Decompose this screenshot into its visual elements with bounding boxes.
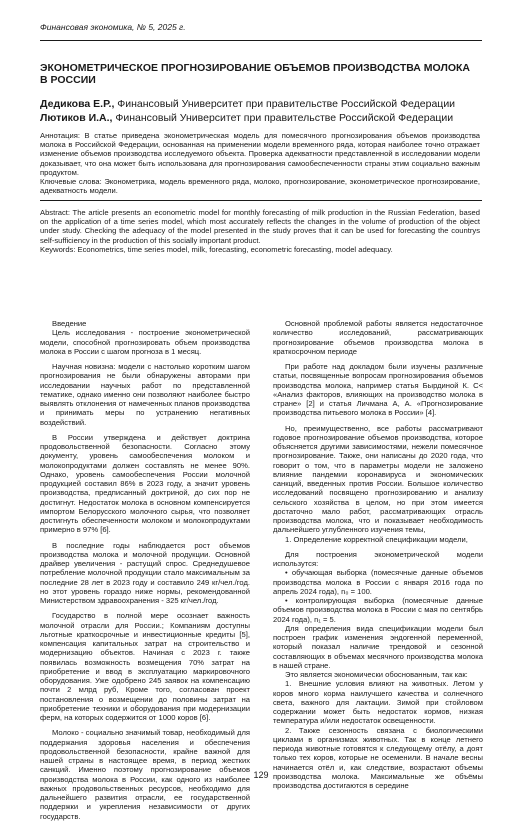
body-paragraph: При работе над докладом были изучены различные статьи, посвященные вопросам прогнозирования объемов производства молока, например статья Бырдиной К. С< «Анализ факторов, влияющих на производство молока в стране» [2] и статья Личмана А, А. «Прогнозирование производства питьевого молока в России» [4]. xyxy=(273,362,483,418)
body-paragraph: Для построения эконометрической модели использутся: xyxy=(273,549,483,568)
article-title: ЭКОНОМЕТРИЧЕСКОЕ ПРОГНОЗИРОВАНИЕ ОБЪЕМОВ ПРОИЗВОДСТВА МОЛОКА В РОССИИ xyxy=(40,62,470,86)
header-rule xyxy=(40,40,482,41)
body-paragraph: В последние годы наблюдается рост объемов производства молока и молочной продукции. Основной драйвер увеличения - растущий спрос. Среднедушевое потребление молочной продукции стало максимальным за последние 28 лет в 2023 году и составило 249 кг/чел./год. но этот уровень гораздо ниже нормы, рекомендованной Министерством здравоохранения - 325 кг/чел./год. xyxy=(40,540,250,605)
body-paragraph: Научная новизна: модели с настолько коротким шагом прогнозирования не были обнаружены авторами при исследовании научных работ по представленной тематике, однако именно они позволяют наиболее быстро выявлять отклонения от намеченных планов производства и принимать меры по устранению негативных воздействий. xyxy=(40,362,250,427)
body-paragraph: 1. Определение корректной спецификации модели, xyxy=(285,534,468,544)
page-number: 129 xyxy=(253,770,269,780)
author-affiliation: Финансовый Университет при правительстве Российской Федерации xyxy=(112,112,454,124)
body-paragraph: Государство в полной мере осознает важность молочной отрасли для России.; Компаниям доступны льготные краткосрочные и инвестиционные кредиты [5], компенсация капитальных затрат на строительство и модернизацию объектов. Начиная с 2023 г. также появилась возможность возмещения 70% затрат на приобретение и ввод в эксплуатацию маркировочного оборудования. Уже одобрено 245 заявок на компенсацию почти 2 млрд руб, Кроме того, согласован проект постановления о возмещении до половины затрат на приобретение техники и оборудования при модернизации ферм, на которых содержится от 1000 коров [6]. xyxy=(40,611,250,722)
body-paragraph: В России утверждена и действует доктрина продовольственной безопасности. Согласно этому документу, уровень самообеспечения молоком и молокопродуктами должен составлять не менее 90%. Однако, уровень самообеспечения России молочной продукцией составил 86% в 2023 году, а значит уровень производства, предписанный доктриной, до сих пор не достигнут. Недостаток молока в основном компенсируется импортом Белорусского молочного сырья, что позволяет достигнуть обеспеченности молоком и молокопродуктами примерно в 97% [6]. xyxy=(40,432,250,535)
body-paragraph: Для определения вида спецификации модели был построен график изменения эндогенной переменной, который показал наличие трендовой и сезонной составляющих в объемах месячного производства молока в нашей стране. xyxy=(273,623,483,670)
body-paragraph: Введение xyxy=(52,319,87,328)
body-column-left xyxy=(40,319,250,821)
body-paragraph: Но, преимущественно, все работы рассматривают годовое прогнозирование объемов производства, которое объясняется другими зависимостями, нежели помесячное прогнозирование. Также, они написаны до 2020 года, что говорит о том, что в параметры модели не заложено влияние пандемии коронавируса и экономических санкций, введенных против России. Большое количество исследований посвящено прогнозированию и анализу сельского хозяйства в целом, но при этом имеется достаточно мало работ, рассматривающих отрасль производства молока, что и показывает необходимость дальнейшего углубленного изучения темы, xyxy=(273,423,483,535)
abstract-en: Abstract: The article presents an econometric model for monthly forecasting of milk production in the Russian Federation, based on the application of a time series model, which most accurately reflects the changes in the volume of production of the object under study. Checking the adequacy of the model presented in the study proves that it can be used for forecasting the countrys self-sufficiency in the production of this socially important product. xyxy=(40,208,480,245)
keywords-ru: Ключевые слова: Эконометрика, модель временного ряда, молоко, прогнозирование, эконометрическое прогнозирование, адекватность модели. xyxy=(40,177,480,196)
body-paragraph: Это является экономически обоснованным, так как: xyxy=(285,670,468,679)
body-paragraph: Цель исследования - построение эконометрической модели, способной прогнозировать объем производства молока в России с шагом прогноза в 1 месяц. xyxy=(40,328,250,356)
body-column-right xyxy=(273,319,483,790)
author-name: Дедикова Е.Р., xyxy=(40,98,115,110)
journal-header: Финансовая экономика, № 5, 2025 г. xyxy=(40,22,186,32)
keywords-en: Keywords: Econometrics, time series model, milk, forecasting, econometric forecasting, model adequacy. xyxy=(40,245,393,254)
author-name: Лютиков И.А., xyxy=(40,112,113,124)
body-paragraph: Молоко - социально значимый товар, необходимый для поддержания здоровья населения и обеспечения продовольственной безопасности, крайне важной для нашей страны в настоящее время, в период жестких санкций. Именно поэтому прогнозирование объемов производства молока в России, как одного из наиболее важных продовольственных ресурсов, необходимо для дальнейшего развития отрасли, ее государственной поддержки и укрепления независимости от других государств. xyxy=(40,728,250,821)
body-paragraph: Основной проблемой работы является недостаточное количество исследований, рассматривающих прогнозирование объемов производства молока в краткосрочном периоде xyxy=(273,319,483,356)
author-affiliation: Финансовый Университет при правительстве Российской Федерации xyxy=(114,98,456,110)
author-line xyxy=(40,98,455,110)
body-paragraph: 1. Внешние условия влияют на животных. Летом у коров много корма наилучшего качества и солнечного света, важного для лактации. Зимой при стойловом содержании может быть недостаток кормов, низкая температура и/или недостаток освещенности. xyxy=(273,679,483,726)
body-paragraph: 2. Также сезонность связана с биологическими циклами в организмах животных. Так в конце летнего периода животные готовятся к следующему отёлу, а доят только тех коров, которые не осеменили. В начале весны начинается отёл и, как следствие, возрастают объемы производства молока. Максимальные же объёмы производства достигаются в середине xyxy=(273,725,483,790)
body-paragraph: • контролирующая выборка (помесячные данные объемов производства молока в России с мая по сентябрь 2024 года), n₁ = 5. xyxy=(273,596,483,624)
section-rule xyxy=(40,200,482,201)
body-paragraph: • обучающая выборка (помесячные данные объемов производства молока в России с января 2016 года по апрель 2024 года), n₀ = 100. xyxy=(273,568,483,596)
author-line xyxy=(40,112,453,124)
abstract-ru: Аннотация: В статье приведена эконометрическая модель для помесячного прогнозирования объемов производства молока в Российской Федерации, основанная на применении модели временного ряда, которая наиболее точно отражает изменение объемов производства исследуемого объекта. Проверка адекватности представленной в исследовании модели доказывает, что она может быть использована для прогнозирования самообеспеченности страны этим социально важным продуктом. xyxy=(40,131,480,177)
